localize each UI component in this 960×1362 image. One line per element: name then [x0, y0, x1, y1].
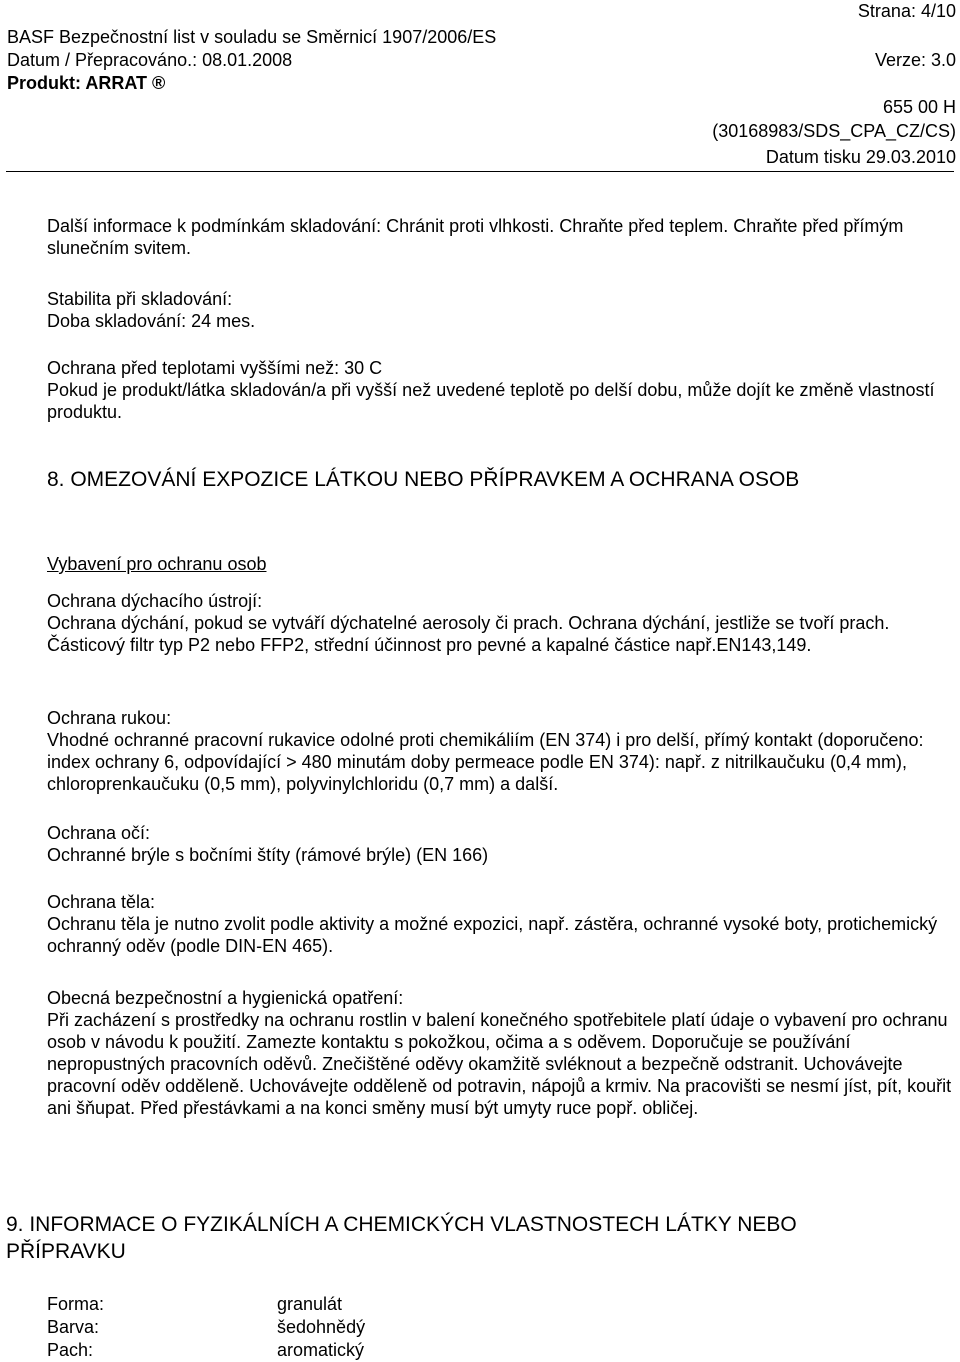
body-protection	[47, 891, 957, 957]
storage-further-info: Další informace k podmínkám skladování: Chránit proti vlhkosti. Chraňte před teplem. Chraňte před přímým slunečním svitem.	[47, 216, 904, 258]
header-divider	[6, 171, 954, 172]
document-id: (30168983/SDS_CPA_CZ/CS)	[712, 121, 956, 141]
section-8-title: 8. OMEZOVÁNÍ EXPOZICE LÁTKOU NEBO PŘÍPRAVKEM A OCHRANA OSOB	[47, 468, 800, 491]
temperature-note: Pokud je produkt/látka skladován/a při vyšší než uvedené teplotě po delší dobu, může dojít ke změně vlastností produktu.	[47, 380, 935, 422]
hand-label: Ochrana rukou:	[47, 708, 172, 728]
property-value: šedohnědý	[277, 1317, 366, 1337]
section-9-title-line2: PŘÍPRAVKU	[6, 1240, 126, 1263]
print-date: Datum tisku 29.03.2010	[765, 147, 956, 167]
properties-list	[47, 1293, 365, 1362]
page-number: Strana: 4/10	[857, 1, 956, 21]
eye-label: Ochrana očí:	[47, 823, 151, 843]
product-code: 655 00 H	[882, 97, 956, 117]
property-row-form	[47, 1293, 365, 1316]
body-label: Ochrana těla:	[47, 892, 156, 912]
storage-stability	[47, 288, 957, 332]
property-row-odor	[47, 1339, 365, 1362]
hygiene-text: Při zacházení s prostředky na ochranu rostlin v balení konečného spotřebitele platí údaje o vybavení pro ochranu osob v návodu k použití. Zamezte kontaktu s pokožkou, očima a s oděvem. Doporučuje se používání nepropustných pracovních oděvů. Znečištěné oděvy okamžitě svléknout a bezpečně odstranit. Uchovávejte pracovní oděv odděleně. Uchovávejte odděleně od potravin, nápojů a krmiv. Na pracovišti se nesmí jíst, pít, kouřit ani šňupat. Před přestávkami a na konci směny musí být umyty ruce popř. obličej.	[47, 1010, 952, 1118]
hand-text: Vhodné ochranné pracovní rukavice odolné proti chemikáliím (EN 374) i pro delší, přímý kontakt (doporučeno: index ochrany 6, odpovídající > 480 minutám doby permeace podle EN 374): např. z nitrilkaučuku (0,4 mm), chloroprenkaučuku (0,5 mm), polyvinylchloridu (0,7 mm) a další.	[47, 730, 924, 794]
stability-label: Stabilita při skladování:	[47, 289, 233, 309]
property-label: Pach:	[47, 1340, 94, 1360]
respiratory-label: Ochrana dýchacího ústrojí:	[47, 591, 263, 611]
product-name: Produkt: ARRAT ®	[7, 73, 166, 93]
temperature-info	[47, 357, 957, 423]
document-title: BASF Bezpečnostní list v souladu se Směrnicí 1907/2006/ES	[7, 27, 497, 47]
temperature-limit: Ochrana před teplotami vyššími než: 30 C	[47, 358, 383, 378]
respiratory-text: Ochrana dýchání, pokud se vytváří dýchatelné aerosoly či prach. Ochrana dýchání, jestliže se tvoří prach. Částicový filtr typ P2 nebo FFP2, střední účinnost pro pevné a kapalné částice např.EN143,149.	[47, 613, 890, 655]
property-value: granulát	[277, 1294, 343, 1314]
property-row-color	[47, 1316, 365, 1339]
version: Verze: 3.0	[874, 50, 956, 70]
shelf-life: Doba skladování: 24 mes.	[47, 311, 256, 331]
section-9-title-line1: 9. INFORMACE O FYZIKÁLNÍCH A CHEMICKÝCH VLASTNOSTECH LÁTKY NEBO	[6, 1213, 797, 1236]
revision-date: Datum / Přepracováno.: 08.01.2008	[7, 50, 293, 70]
hygiene-measures	[47, 987, 957, 1119]
hygiene-label: Obecná bezpečnostní a hygienická opatření:	[47, 988, 404, 1008]
hand-protection	[47, 707, 957, 795]
eye-text: Ochranné brýle s bočními štíty (rámové brýle) (EN 166)	[47, 845, 489, 865]
eye-protection	[47, 822, 957, 866]
property-label: Forma:	[47, 1294, 105, 1314]
respiratory-protection	[47, 590, 957, 656]
property-label: Barva:	[47, 1317, 100, 1337]
body-text: Ochranu těla je nutno zvolit podle aktivity a možné expozici, např. zástěra, ochranné vysoké boty, protichemický ochranný oděv (podle DIN-EN 465).	[47, 914, 938, 956]
ppe-heading: Vybavení pro ochranu osob	[47, 554, 267, 574]
property-value: aromatický	[277, 1340, 365, 1360]
